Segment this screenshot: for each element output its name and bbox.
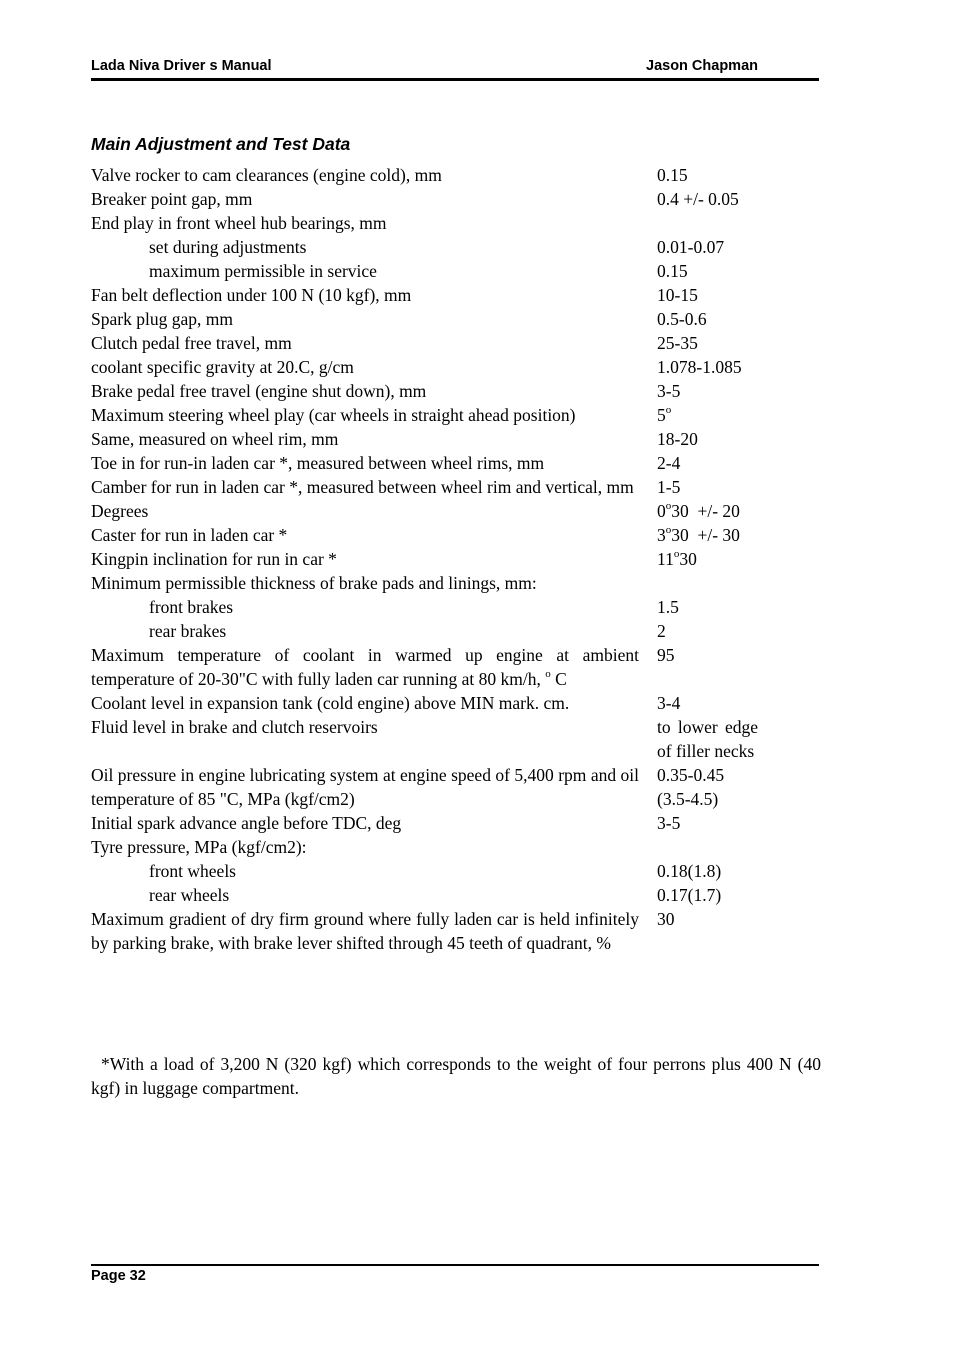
parameter-value: 2: [657, 621, 666, 641]
table-row: [91, 571, 758, 595]
parameter-value: 1.5: [657, 597, 679, 617]
table-row: [91, 283, 758, 307]
parameter-value: 2-4: [657, 453, 681, 473]
parameter-name: Initial spark advance angle before TDC, deg: [91, 813, 402, 833]
parameter-name: rear wheels: [149, 885, 230, 905]
table-row: [91, 451, 758, 475]
table-row: [91, 763, 758, 811]
page-footer: [91, 1264, 819, 1284]
parameter-name: coolant specific gravity at 20.C, g/cm: [91, 357, 354, 377]
parameter-value: 1.078-1.085: [657, 357, 742, 377]
parameter-value: 0$^o$30 +/- 20: [657, 500, 740, 521]
parameter-value: 0.18(1.8): [657, 861, 722, 881]
parameter-value: [657, 835, 758, 859]
adjustment-data-table: [91, 163, 758, 955]
parameter-name: Oil pressure in engine lubricating system at engine speed of 5,400 rpm and oil temperature of 85 "C, MPa (kgf/cm2): [91, 765, 639, 809]
table-row: [91, 835, 758, 859]
parameter-name: Maximum temperature of coolant in warmed up engine at ambient temperature of 20-30"C with fully laden car running at 80 km/h, $^o$ C: [91, 645, 639, 689]
parameter-name: Kingpin inclination for run in car *: [91, 549, 337, 569]
parameter-name: Minimum permissible thickness of brake pads and linings, mm:: [91, 573, 537, 593]
table-row: [91, 307, 758, 331]
header-manual-title: Lada Niva Driver s Manual: [91, 58, 272, 74]
parameter-value: 5$^o$: [657, 404, 672, 425]
table-row: [91, 163, 758, 187]
parameter-value: 0.15: [657, 261, 688, 281]
table-row: [91, 691, 758, 715]
table-row: [91, 595, 758, 619]
parameter-name: Breaker point gap, mm: [91, 189, 253, 209]
parameter-name: front wheels: [149, 861, 236, 881]
parameter-name: Brake pedal free travel (engine shut down), mm: [91, 381, 427, 401]
parameter-value: 3-4: [657, 693, 681, 713]
table-row: [91, 211, 758, 235]
table-row: [91, 259, 758, 283]
parameter-name: Fan belt deflection under 100 N (10 kgf), mm: [91, 285, 412, 305]
parameter-value: [657, 571, 758, 595]
parameter-name: Maximum gradient of dry firm ground where fully laden car is held infinitely by parking brake, with brake lever shifted through 45 teeth of quadrant, %: [91, 909, 639, 953]
parameter-name: rear brakes: [149, 621, 227, 641]
table-row: [91, 427, 758, 451]
parameter-name: Same, measured on wheel rim, mm: [91, 429, 339, 449]
parameter-value: [657, 211, 758, 235]
parameter-name: Spark plug gap, mm: [91, 309, 233, 329]
table-row: [91, 907, 758, 955]
parameter-value: 18-20: [657, 429, 698, 449]
table-row: [91, 235, 758, 259]
parameter-name: Maximum steering wheel play (car wheels in straight ahead position): [91, 405, 576, 425]
table-row: [91, 499, 758, 523]
parameter-value: 3$^o$30 +/- 30: [657, 524, 740, 545]
table-row: [91, 859, 758, 883]
table-row: [91, 403, 758, 427]
parameter-value: to lower edge of filler necks: [657, 717, 758, 761]
parameter-name: Valve rocker to cam clearances (engine cold), mm: [91, 165, 442, 185]
parameter-name: Toe in for run-in laden car *, measured between wheel rims, mm: [91, 453, 545, 473]
table-row: [91, 643, 758, 691]
parameter-value: 25-35: [657, 333, 698, 353]
table-row: [91, 883, 758, 907]
parameter-value: 10-15: [657, 285, 698, 305]
table-row: [91, 355, 758, 379]
parameter-name: front brakes: [149, 597, 234, 617]
parameter-value: 0.17(1.7): [657, 885, 722, 905]
table-row: [91, 547, 758, 571]
parameter-name: Caster for run in laden car *: [91, 525, 288, 545]
parameter-value: 0.01-0.07: [657, 237, 725, 257]
parameter-value: 3-5: [657, 381, 681, 401]
table-row: [91, 811, 758, 835]
parameter-value: 11$^o$30: [657, 548, 697, 569]
parameter-value: 0.5-0.6: [657, 309, 707, 329]
parameter-value: 0.4 +/- 0.05: [657, 189, 739, 209]
parameter-value: 1-5: [657, 477, 681, 497]
table-row: [91, 523, 758, 547]
parameter-name: End play in front wheel hub bearings, mm: [91, 213, 387, 233]
table-row: [91, 331, 758, 355]
table-row: [91, 715, 758, 763]
parameter-value: 0.15: [657, 165, 688, 185]
table-row: [91, 475, 758, 499]
table-row: [91, 619, 758, 643]
parameter-name: Camber for run in laden car *, measured between wheel rim and vertical, mm: [91, 477, 634, 497]
parameter-name: set during adjustments: [149, 237, 307, 257]
parameter-name: Clutch pedal free travel, mm: [91, 333, 292, 353]
page-number: Page 32: [91, 1268, 146, 1284]
parameter-name: Coolant level in expansion tank (cold engine) above MIN mark. cm.: [91, 693, 570, 713]
parameter-value: 0.35-0.45 (3.5-4.5): [657, 765, 725, 809]
footnote: *With a load of 3,200 N (320 kgf) which corresponds to the weight of four perrons plus 400 N (40 kgf) in luggage compartment.: [91, 1054, 821, 1098]
page-header: [91, 58, 819, 81]
parameter-value: 3-5: [657, 813, 681, 833]
parameter-name: maximum permissible in service: [149, 261, 377, 281]
section-title: Main Adjustment and Test Data: [91, 134, 351, 154]
table-row: [91, 379, 758, 403]
parameter-name: Tyre pressure, MPa (kgf/cm2):: [91, 837, 307, 857]
parameter-name: Fluid level in brake and clutch reservoirs: [91, 717, 378, 737]
header-author: Jason Chapman: [646, 58, 758, 74]
parameter-value: 30: [657, 909, 675, 929]
parameter-value: 95: [657, 645, 675, 665]
parameter-name: Degrees: [91, 501, 149, 521]
table-row: [91, 187, 758, 211]
